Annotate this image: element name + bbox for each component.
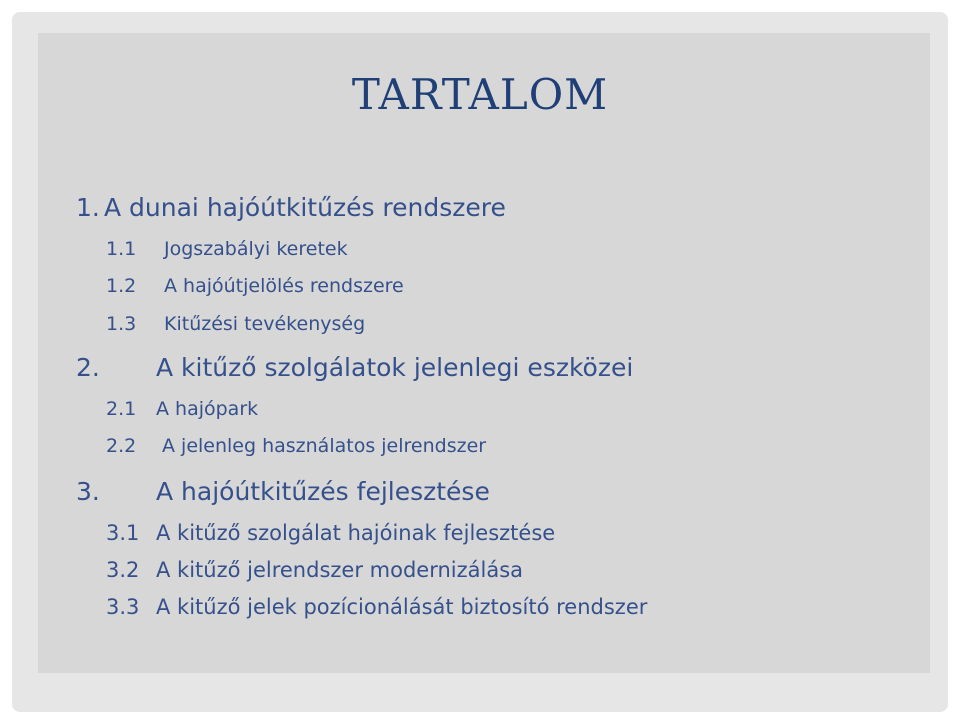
toc-number: 3.3 [106, 595, 140, 619]
toc-number: 2.2 [106, 435, 137, 457]
toc-number: 1.3 [106, 313, 137, 335]
toc-number: 1.1 [106, 238, 137, 260]
toc-label: A dunai hajóútkitűzés rendszere [104, 193, 506, 222]
toc-item-1-3 [106, 313, 365, 335]
toc-label: A kitűző szolgálatok jelenlegi eszközei [156, 353, 634, 382]
toc-item-2-1 [106, 398, 258, 420]
toc-item-1 [76, 193, 506, 222]
toc-item-3-2 [106, 558, 523, 582]
toc-label: A hajóútjelölés rendszere [164, 275, 404, 297]
toc-item-1-2 [106, 275, 404, 297]
toc-item-1-1 [106, 238, 348, 260]
toc-number: 2. [76, 353, 100, 382]
toc-label: Jogszabályi keretek [164, 238, 348, 260]
toc-item-3-3 [106, 595, 647, 619]
toc-number: 3.1 [106, 521, 140, 545]
toc-number: 1.2 [106, 275, 137, 297]
toc-item-2-2 [106, 435, 486, 457]
toc-label: A kitűző szolgálat hajóinak fejlesztése [156, 521, 556, 545]
toc-label: A jelenleg használatos jelrendszer [162, 435, 487, 457]
toc-label: A hajóútkitűzés fejlesztése [156, 477, 490, 506]
toc-number: 2.1 [106, 398, 137, 420]
slide-title: TARTALOM [351, 70, 609, 119]
toc-item-3 [76, 477, 490, 506]
toc-item-2 [76, 353, 633, 382]
toc-label: A kitűző jelek pozícionálását biztosító rendszer [156, 595, 648, 619]
toc-item-3-1 [106, 521, 555, 545]
toc-label: A hajópark [156, 398, 259, 420]
toc-label: Kitűzési tevékenység [164, 313, 366, 335]
toc-number: 3. [76, 477, 100, 506]
toc-number: 3.2 [106, 558, 140, 582]
toc-label: A kitűző jelrendszer modernizálása [156, 558, 524, 582]
toc-number: 1. [76, 193, 100, 222]
